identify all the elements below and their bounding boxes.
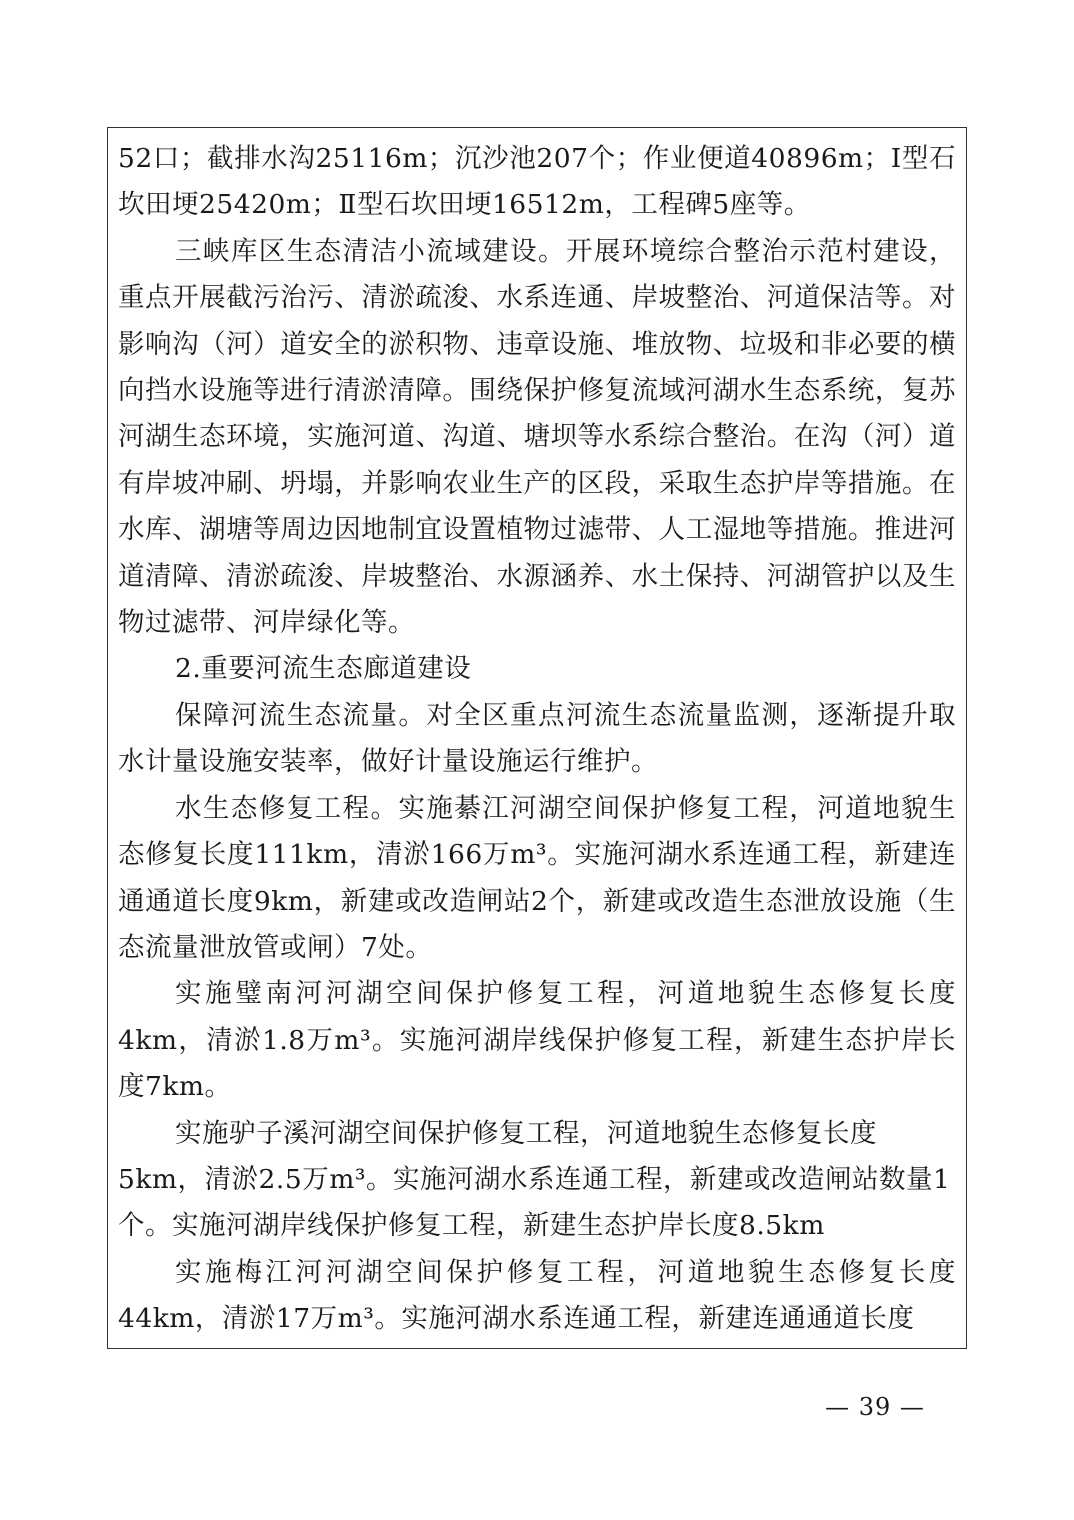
paragraph-meijiang-river: 实施梅江河河湖空间保护修复工程，河道地貌生态修复长度44km，清淤17万m³。实施河湖水系连通工程，新建连通通道长度 bbox=[118, 1256, 956, 1335]
paragraph-binan-river: 实施璧南河河湖空间保护修复工程，河道地貌生态修复长度4km，清淤1.8万m³。实施河湖岸线保护修复工程，新建生态护岸长度7km。 bbox=[118, 978, 956, 1103]
section-heading-river-corridor: 2.重要河流生态廊道建设 bbox=[175, 653, 472, 685]
paragraph-lvzixi-river: 实施驴子溪河湖空间保护修复工程，河道地貌生态修复长度5km，清淤2.5万m³。实施河湖水系连通工程，新建或改造闸站数量1个。实施河湖岸线保护修复工程，新建生态护岸长度8.5km bbox=[118, 1117, 951, 1242]
paragraph-ecological-flow: 保障河流生态流量。对全区重点河流生态流量监测，逐渐提升取水计量设施安装率，做好计量设施运行维护。 bbox=[118, 699, 956, 778]
paragraph-qijiang-restoration: 水生态修复工程。实施綦江河湖空间保护修复工程，河道地貌生态修复长度111km，清淤166万m³。实施河湖水系连通工程，新建连通通道长度9km，新建或改造闸站2个，新建或改造生态泄放设施（生态流量泄放管或闸）7处。 bbox=[118, 792, 956, 963]
document-text-frame bbox=[107, 127, 967, 1349]
paragraph-three-gorges-watershed: 三峡库区生态清洁小流域建设。开展环境综合整治示范村建设，重点开展截污治污、清淤疏浚、水系连通、岸坡整治、河道保洁等。对影响沟（河）道安全的淤积物、违章设施、堆放物、垃圾和非必要的横向挡水设施等进行清淤清障。围绕保护修复流域河湖水生态系统，复苏河湖生态环境，实施河道、沟道、塘坝等水系综合整治。在沟（河）道有岸坡冲刷、坍塌，并影响农业生产的区段，采取生态护岸等措施。在水库、湖塘等周边因地制宜设置植物过滤带、人工湿地等措施。推进河道清障、清淤疏浚、岸坡整治、水源涵养、水土保持、河湖管护以及生物过滤带、河岸绿化等。 bbox=[118, 235, 956, 639]
paragraph-continued-works: 52口；截排水沟25116m；沉沙池207个；作业便道40896m；Ⅰ型石坎田埂25420m；Ⅱ型石坎田埂16512m，工程碑5座等。 bbox=[118, 143, 956, 221]
page-number: — 39 — bbox=[825, 1393, 925, 1421]
